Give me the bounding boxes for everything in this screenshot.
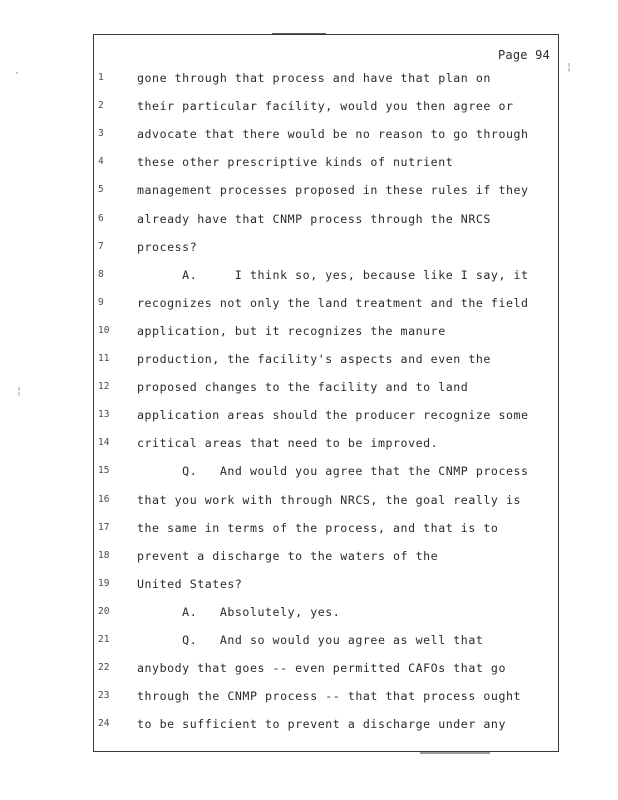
line-text: critical areas that need to be improved. [137, 436, 439, 451]
margin-mark: ¦ [16, 386, 23, 397]
line-text: through the CNMP process -- that that process ought [137, 689, 522, 704]
margin-mark: · [14, 68, 21, 79]
transcript-line [0, 241, 618, 261]
line-text: Q. And would you agree that the CNMP process [137, 464, 529, 479]
line-text: United States? [137, 576, 243, 591]
line-text: to be sufficient to prevent a discharge under any [137, 717, 506, 732]
line-number: 14 [98, 437, 110, 449]
transcript-line [0, 381, 618, 401]
line-number: 21 [98, 634, 110, 645]
line-number: 2 [98, 100, 104, 112]
line-text: their particular facility, would you then agree or [137, 99, 514, 114]
line-text: gone through that process and have that plan on [137, 71, 491, 85]
line-number: 9 [98, 296, 104, 308]
transcript-line [0, 409, 618, 429]
line-text: already have that CNMP process through the NRCS [137, 211, 491, 226]
transcript-line [0, 156, 618, 176]
transcript-line [0, 269, 618, 289]
line-number: 18 [98, 549, 110, 561]
line-number: 24 [98, 718, 110, 730]
line-number: 17 [98, 521, 110, 533]
line-text: Q. And so would you agree as well that [137, 633, 484, 647]
line-text: anybody that goes -- even permitted CAFOs that go [137, 661, 506, 676]
line-text: management processes proposed in these rules if they [137, 183, 529, 198]
line-number: 5 [98, 184, 104, 196]
transcript-line [0, 550, 618, 570]
line-number: 16 [98, 493, 110, 505]
line-number: 22 [98, 662, 110, 674]
transcript-line [0, 494, 618, 514]
line-text: application, but it recognizes the manure [137, 323, 446, 338]
transcript-line [0, 662, 618, 682]
line-number: 1 [98, 72, 104, 83]
line-text: that you work with through NRCS, the goal really is [137, 492, 522, 507]
line-number: 11 [98, 353, 110, 364]
transcript-line [0, 690, 618, 710]
transcript-line [0, 100, 618, 120]
line-number: 8 [98, 268, 104, 280]
transcript-line [0, 578, 618, 598]
line-number: 15 [98, 465, 110, 477]
transcript-line [0, 634, 618, 654]
line-text: proposed changes to the facility and to land [137, 380, 469, 395]
line-text: production, the facility's aspects and even the [137, 352, 491, 366]
line-text: process? [137, 239, 198, 254]
transcript-line [0, 522, 618, 542]
line-text: recognizes not only the land treatment and the field [137, 295, 529, 310]
scan-artifact-bottom [420, 752, 490, 754]
transcript-line [0, 353, 618, 373]
transcript-line [0, 297, 618, 317]
line-text: these other prescriptive kinds of nutrient [137, 155, 454, 170]
line-number: 19 [98, 577, 110, 589]
line-number: 7 [98, 240, 104, 252]
line-number: 3 [98, 128, 104, 140]
line-number: 23 [98, 690, 110, 702]
line-number: 20 [98, 605, 110, 617]
line-number: 13 [98, 409, 110, 421]
line-text: A. Absolutely, yes. [137, 604, 341, 619]
transcript-line [0, 184, 618, 204]
transcript-line [0, 606, 618, 626]
margin-mark: ¦ [566, 62, 573, 73]
transcript-line [0, 437, 618, 457]
transcript-line [0, 128, 618, 148]
line-number: 10 [98, 324, 110, 336]
page-number: Page 94 [498, 48, 550, 62]
line-text: prevent a discharge to the waters of the [137, 548, 439, 563]
transcript-line [0, 465, 618, 485]
line-text: application areas should the producer recognize some [137, 408, 529, 423]
line-number: 6 [98, 212, 104, 224]
line-number: 4 [98, 156, 104, 168]
line-text: A. I think so, yes, because like I say, it [137, 267, 529, 282]
transcript-line [0, 325, 618, 345]
line-text: advocate that there would be no reason to go through [137, 127, 529, 142]
line-text: the same in terms of the process, and that is to [137, 520, 499, 535]
transcript-line [0, 718, 618, 738]
transcript-line [0, 72, 618, 92]
transcript-line [0, 213, 618, 233]
line-number: 12 [98, 381, 110, 393]
